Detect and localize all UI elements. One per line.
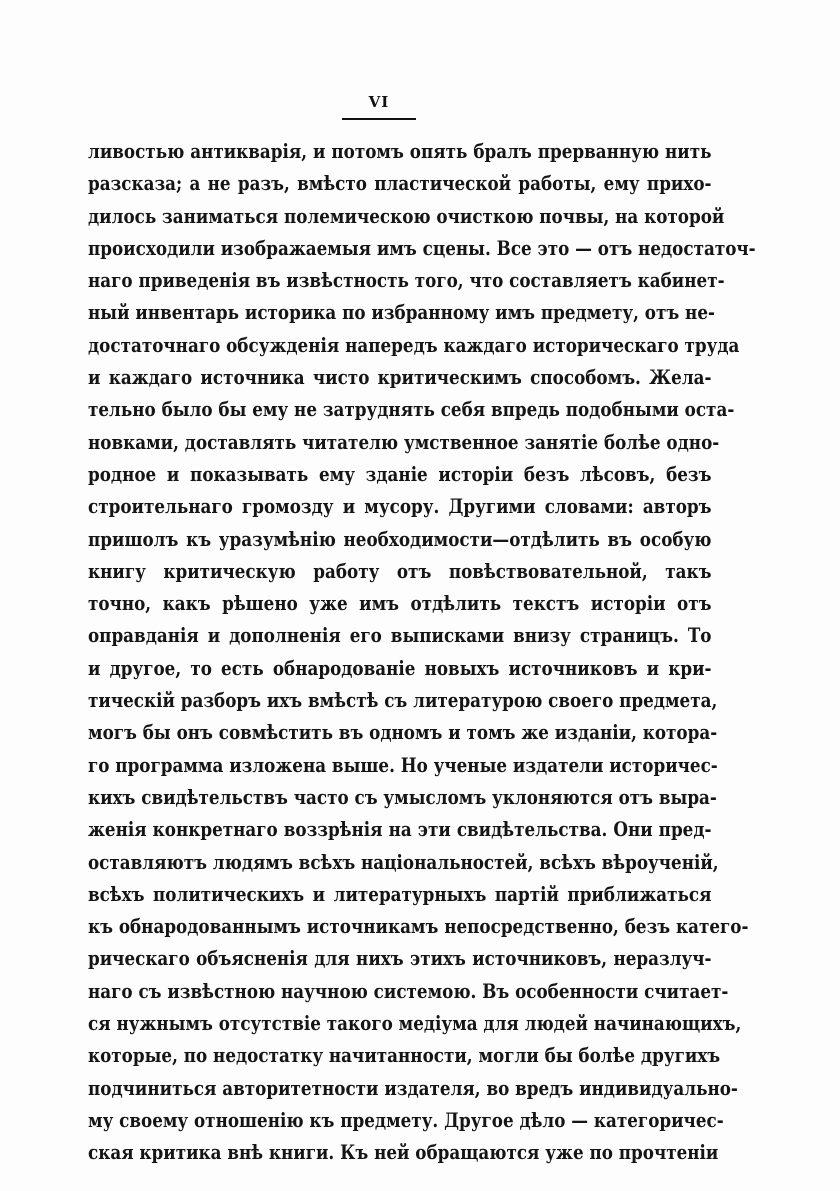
text-line: оставляютъ людямъ всѣхъ національностей, всѣхъ вѣроученій, — [88, 850, 719, 874]
text-line: ская критика внѣ книги. Къ ней обращаются уже по прочтеніи — [88, 1141, 719, 1165]
text-line: родное и показывать ему зданіе исторіи безъ лѣсовъ, безъ — [88, 462, 712, 486]
text-line: происходили изображаемыя имъ сцены. Все это — отъ недостаточ- — [88, 236, 756, 260]
header-rule — [342, 118, 416, 120]
text-line: подчиниться авторитетности издателя, во вредъ индивидуально- — [88, 1076, 738, 1100]
text-line: достаточнаго обсужденія напередъ каждаго историческаго труда — [88, 333, 740, 357]
body-text — [88, 136, 756, 1170]
text-line: тическій разборъ ихъ вмѣстѣ съ литературою своего предмета, — [88, 689, 718, 713]
text-line: наго съ извѣстною научною системою. Въ особенности считает- — [88, 979, 729, 1003]
page-number: VI — [368, 93, 390, 111]
text-line: и каждаго источника чисто критическимъ способомъ. Желa- — [88, 366, 712, 390]
text-line: новками, доставлять читателю умственное занятіе болѣе одно- — [88, 430, 720, 454]
text-line: точно, какъ рѣшено уже имъ отдѣлить текстъ исторіи отъ — [88, 592, 712, 616]
text-line: пришолъ къ уразумѣнію необходимости—отдѣлить въ особую — [88, 527, 712, 551]
text-line: оправданія и дополненія его выписками внизу страницъ. То — [88, 624, 712, 648]
text-line: наго приведенія въ извѣстность того, что составляетъ кабинет- — [88, 269, 725, 293]
text-line: ся нужнымъ отсутствіе такого медіума для людей начинающихъ, — [88, 1012, 742, 1036]
text-line: му своему отношенію къ предмету. Другое дѣло — категоричес- — [88, 1108, 724, 1132]
text-line: разсказа; а не разъ, вмѣсто пластической работы, ему прихо- — [88, 172, 712, 196]
text-line: строительнаго громозду и мусору. Другими словами: авторъ — [88, 495, 712, 519]
text-line: ливостью антикварія, и потомъ опять бралъ прерванную нить — [88, 140, 712, 163]
text-line: го программа изложена выше. Но ученые издатели историчес- — [88, 753, 718, 777]
text-line: всѣхъ политическихъ и литературныхъ партій приближаться — [88, 882, 712, 906]
text-line: ный инвентарь историка по избранному имъ предмету, отъ не- — [88, 301, 715, 325]
text-line: дилось заниматься полемическою очисткою почвы, на которой — [88, 204, 725, 228]
text-line: могъ бы онъ совмѣстить въ одномъ и томъ же изданіи, котора- — [88, 721, 718, 745]
text-line: и другое, то есть обнародованіе новыхъ источниковъ и кри- — [88, 656, 712, 680]
text-line: книгу критическую работу отъ повѣствовательной, такъ — [88, 559, 712, 583]
text-line: тельно было бы ему не затруднять себя впредь подобными оста- — [88, 398, 735, 422]
text-line: женія конкретнаго воззрѣнія на эти свидѣтельства. Они пред- — [88, 818, 712, 842]
text-line: къ обнародованнымъ источникамъ непосредственно, безъ катего- — [88, 915, 749, 939]
text-line: кихъ свидѣтельствъ часто съ умысломъ уклоняются отъ выра- — [88, 785, 717, 809]
text-line: рическаго объясненія для нихъ этихъ источниковъ, неразлуч- — [88, 947, 712, 971]
text-line: которые, по недостатку начитанности, могли бы болѣе другихъ — [88, 1044, 721, 1068]
